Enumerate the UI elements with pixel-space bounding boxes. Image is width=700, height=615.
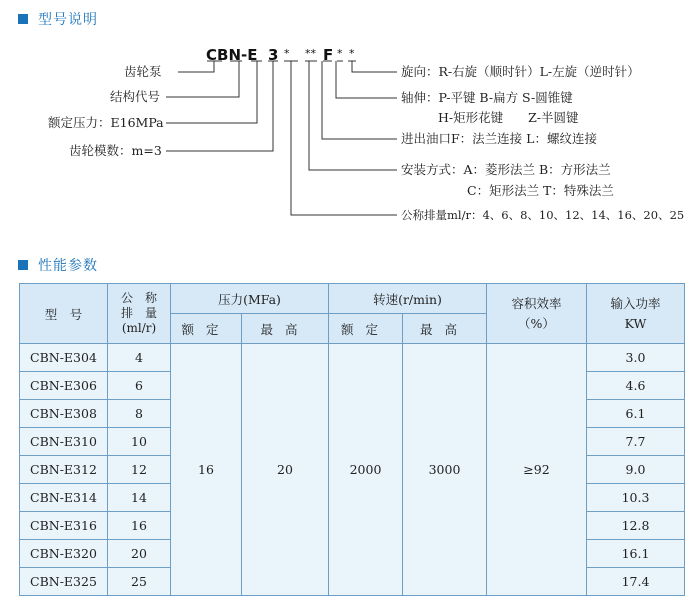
section-square-icon	[18, 260, 28, 270]
section-title-text: 性能参数	[38, 258, 98, 274]
label-shaft-2: H-矩形花键 Z-半圆键	[438, 110, 579, 125]
cell-power: 16.1	[587, 540, 685, 568]
cell-power: 4.6	[587, 372, 685, 400]
header-pressure: 压力(MFa)	[171, 284, 329, 314]
label-rated-pressure: 额定压力：E16MPa	[48, 115, 164, 130]
cell-power: 10.3	[587, 484, 685, 512]
label-mount-1: 安装方式：A：菱形法兰 B：方形法兰	[401, 162, 611, 177]
label-structure-code: 结构代号	[110, 89, 161, 104]
cell-speed-max: 3000	[403, 344, 487, 596]
cell-displacement: 25	[108, 568, 171, 596]
cell-displacement: 12	[108, 456, 171, 484]
label-rotation: 旋向：R-右旋（顺时针）L-左旋（逆时针）	[401, 64, 640, 79]
cell-model: CBN-E310	[20, 428, 108, 456]
cell-displacement: 20	[108, 540, 171, 568]
model-code-star-rotation: *	[349, 47, 355, 60]
table-row	[20, 344, 685, 372]
section-title-performance	[18, 256, 98, 274]
header-displacement: 公 称 排 量 (ml/r)	[108, 284, 171, 344]
label-gear-pump: 齿轮泵	[124, 64, 162, 79]
header-speed-rated: 额定	[329, 314, 403, 344]
header-pressure-rated: 额定	[171, 314, 242, 344]
model-code-digit: 3	[268, 46, 279, 64]
cell-efficiency: ≥92	[487, 344, 587, 596]
performance-table	[19, 283, 685, 596]
label-gear-module: 齿轮模数：m=3	[69, 143, 162, 158]
label-displacement: 公称排量ml/r：4、6、8、10、12、14、16、20、25	[401, 208, 685, 222]
cell-displacement: 6	[108, 372, 171, 400]
model-code-stars-disp: **	[305, 47, 316, 60]
cell-power: 3.0	[587, 344, 685, 372]
label-port: 进出油口F：法兰连接 L：螺纹连接	[401, 131, 597, 146]
cell-model: CBN-E314	[20, 484, 108, 512]
cell-displacement: 16	[108, 512, 171, 540]
cell-displacement: 14	[108, 484, 171, 512]
cell-pressure-max: 20	[242, 344, 329, 596]
label-mount-2: C：矩形法兰 T：特殊法兰	[467, 183, 614, 198]
model-code-star-shaft: *	[337, 47, 343, 60]
cell-model: CBN-E312	[20, 456, 108, 484]
model-code-port: F	[323, 46, 334, 64]
header-speed-max: 最高	[403, 314, 487, 344]
cell-model: CBN-E308	[20, 400, 108, 428]
model-code-prefix: CBN-E	[206, 46, 258, 64]
header-power: 输入功率 KW	[587, 284, 685, 344]
section-title-text: 型号说明	[38, 12, 98, 28]
cell-model: CBN-E306	[20, 372, 108, 400]
model-code-star-mount: *	[284, 47, 290, 60]
header-pressure-max: 最高	[242, 314, 329, 344]
table-body	[20, 344, 685, 596]
cell-power: 9.0	[587, 456, 685, 484]
cell-speed-rated: 2000	[329, 344, 403, 596]
header-efficiency: 容积效率 （%）	[487, 284, 587, 344]
header-model: 型 号	[20, 284, 108, 344]
cell-model: CBN-E316	[20, 512, 108, 540]
cell-power: 6.1	[587, 400, 685, 428]
label-shaft-1: 轴伸：P-平键 B-扁方 S-圆锥键	[401, 90, 573, 105]
cell-displacement: 10	[108, 428, 171, 456]
cell-displacement: 8	[108, 400, 171, 428]
cell-pressure-rated: 16	[171, 344, 242, 596]
cell-model: CBN-E304	[20, 344, 108, 372]
cell-displacement: 4	[108, 344, 171, 372]
cell-power: 7.7	[587, 428, 685, 456]
cell-model: CBN-E325	[20, 568, 108, 596]
cell-power: 12.8	[587, 512, 685, 540]
header-speed: 转速(r/min)	[329, 284, 487, 314]
cell-model: CBN-E320	[20, 540, 108, 568]
cell-power: 17.4	[587, 568, 685, 596]
